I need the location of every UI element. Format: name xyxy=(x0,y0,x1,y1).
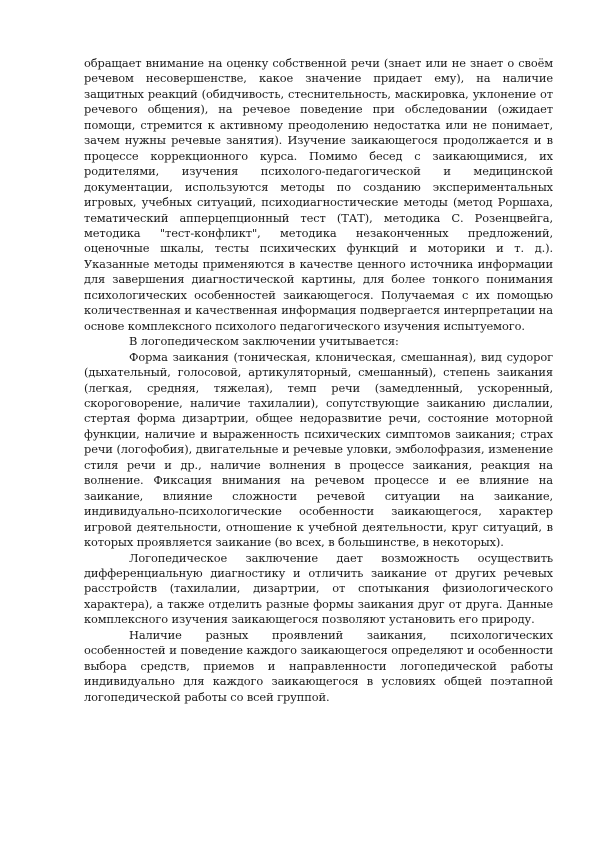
document-page xyxy=(84,56,553,705)
paragraph-stuttering-form: Форма заикания (тоническая, клоническая, смешанная), вид судорог (дыхательный, голосовой, артикуляторный, смешанный), степень заикания (легкая, средняя, тяжелая), темп речи (замедленный, ускоренный, скороговорение, наличие тахилалии), сопутствующие заиканию дислалии, стертая форма дизартрии, общее недоразвитие речи, состояние моторной функции, наличие и выраженность психических симптомов заикания; страх речи (логофобия), двигательные и речевые уловки, эмболофразия, изменение стиля речи и др., наличие волнения в процессе заикания, реакция на волнение. Фиксация внимания на речевом процессе и ее влияние на заикание, влияние сложности речевой ситуации на заикание, индивидуально-психологические особенности заикающегося, характер игровой деятельности, отношение к учебной деятельности, круг ситуаций, в которых проявляется заикание (во всех, в большинстве, в некоторых). xyxy=(84,349,553,550)
paragraph-conclusion-intro: В логопедическом заключении учитывается: xyxy=(129,334,399,349)
paragraph-differential-diagnosis: Логопедическое заключение дает возможность осуществить дифференциальную диагностику и отличить заикание от других речевых расстройств (тахилалии, дизартрии, от спотыкания физиологического характера), а также отделить разные формы заикания друг от друга. Данные комплексного изучения заикающегося позволяют установить его природу. xyxy=(84,550,553,627)
paragraph-individual-approach: Наличие разных проявлений заикания, психологических особенностей и поведение каждого заикающегося определяют и особенности выбора средств, приемов и направленности логопедической работы индивидуально для каждого заикающегося в условиях общей поэтапной логопедической работы со всей группой. xyxy=(84,627,553,704)
paragraph-speech-assessment: обращает внимание на оценку собственной речи (знает или не знает о своём речевом несовершенстве, какое значение придает ему), на наличие защитных реакций (обидчивость, стеснительность, маскировка, уклонение от речевого общения), на речевое поведение при обследовании (ожидает помощи, стремится к активному преодолению недостатка или не понимает, зачем нужны речевые занятия). Изучение заикающегося продолжается и в процессе коррекционного курса. Помимо бесед с заикающимися, их родителями, изучения психолого-педагогической и медицинской документации, используются методы по созданию экспериментальных игровых, учебных ситуаций, психодиагностические методы (метод Роршаха, тематический апперцепционный тест (ТАТ), методика С. Розенцвейга, методика "тест-конфликт", методика незаконченных предложений, оценочные шкалы, тесты психических функций и моторики и т. д.). Указанные методы применяются в качестве ценного источника информации для завершения диагностической картины, для более тонкого понимания психологических особенностей заикающегося. Получаемая с их помощью количественная и качественная информация подвергается интерпретации на основе комплексного психолого педагогического изучения испытуемого. xyxy=(84,56,553,333)
